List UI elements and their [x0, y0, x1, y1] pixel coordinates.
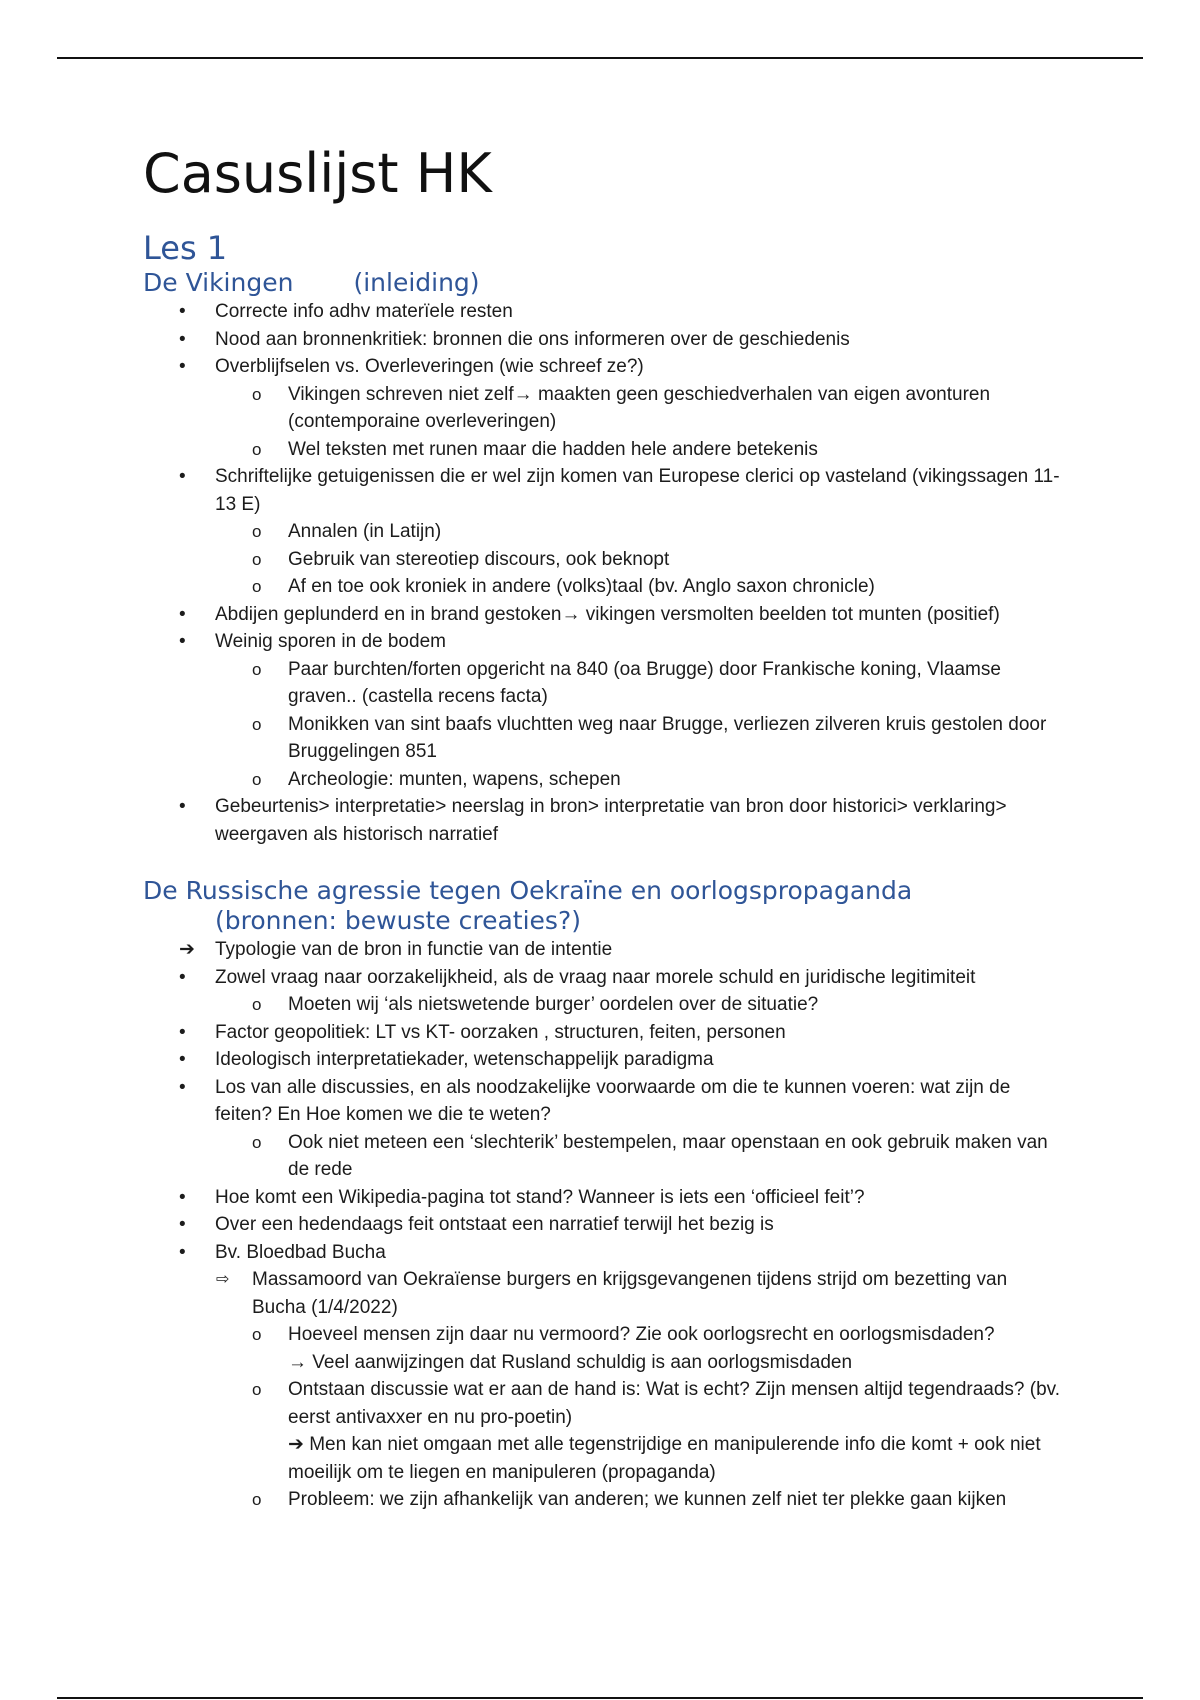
section-heading-oekraine — [143, 876, 1063, 936]
list-marker: • — [179, 1021, 186, 1043]
list-item — [143, 1046, 1063, 1074]
list-item-text: Vikingen schreven niet zelf→ maakten geen geschiedverhalen van eigen avonturen (contemporaine overleveringen) — [288, 383, 991, 432]
list-item — [143, 1376, 1063, 1486]
list-item-text: Factor geopolitiek: LT vs KT- oorzaken , structuren, feiten, personen — [215, 1021, 786, 1043]
list-marker: • — [179, 796, 186, 817]
list-marker: • — [179, 301, 186, 322]
list-item — [143, 518, 1063, 546]
list-marker: • — [179, 603, 186, 625]
document-title: Casuslijst HK — [143, 142, 492, 205]
list-marker: ➔ — [179, 939, 195, 960]
list-marker: • — [179, 631, 186, 652]
list-marker: ⇨ — [216, 1271, 230, 1288]
list-item-text: Schriftelijke getuigenissen die er wel zijn komen van Europese clerici op vasteland (vikingssagen 11-13 E) — [215, 466, 1060, 515]
section-subheading: (inleiding) — [353, 268, 480, 297]
list-item-text: Moeten wij ‘als nietswetende burger’ oordelen over de situatie? — [288, 994, 819, 1015]
list-marker: • — [179, 1076, 186, 1098]
list-item-text: Archeologie: munten, wapens, schepen — [288, 768, 621, 790]
list-item-text: Wel teksten met runen maar die hadden hele andere betekenis — [288, 438, 818, 460]
list-marker: o — [252, 1132, 262, 1152]
list-item-text: Over een hedendaags feit ontstaat een narratief terwijl het bezig is — [215, 1214, 774, 1235]
list-item-text: Overblijfselen vs. Overleveringen (wie schreef ze?) — [215, 356, 644, 377]
list-item-text: Gebeurtenis> interpretatie> neerslag in bron> interpretatie van bron door historici> verklaring> weergaven als historisch narratief — [215, 796, 1007, 845]
list-item-text: Annalen (in Latijn) — [288, 521, 442, 542]
list-item — [143, 436, 1063, 464]
list-marker: • — [179, 466, 186, 487]
list-item — [143, 1239, 1063, 1267]
list-item — [143, 1266, 1063, 1321]
section-heading-text: De Vikingen — [143, 268, 294, 297]
list-item-text: Nood aan bronnenkritiek: bronnen die ons informeren over de geschiedenis — [215, 328, 850, 350]
list-item-text: Massamoord van Oekraïense burgers en krijgsgevangenen tijdens strijd om bezetting van Bucha (1/4/2022) — [252, 1269, 1008, 1318]
list-marker: o — [252, 577, 262, 596]
list-marker: o — [252, 522, 262, 541]
list-item-text: Ontstaan discussie wat er aan de hand is: Wat is echt? Zijn mensen altijd tegendraads? (bv. eerst antivaxxer en nu pro-poetin) — [288, 1379, 1061, 1428]
list-marker: o — [252, 995, 262, 1014]
list-item-text: Gebruik van stereotiep discours, ook beknopt — [288, 548, 670, 570]
list-item — [143, 1129, 1063, 1184]
list-item-text: Paar burchten/forten opgericht na 840 (oa Brugge) door Frankische koning, Vlaamse graven.. (castella recens facta) — [288, 658, 1001, 707]
list-item — [143, 381, 1063, 436]
list-marker: o — [252, 714, 262, 734]
list-marker: • — [179, 966, 186, 988]
list-item-text: Abdijen geplunderd en in brand gestoken→ vikingen versmolten beelden tot munten (positief) — [215, 603, 1000, 625]
list-marker: o — [252, 439, 262, 459]
list-item — [143, 353, 1063, 381]
list-marker: o — [252, 1325, 262, 1344]
list-item-text: Bv. Bloedbad Bucha — [215, 1241, 386, 1263]
list-item — [143, 964, 1063, 992]
list-item — [143, 326, 1063, 354]
list-marker: • — [179, 1186, 186, 1208]
bullet-list-oekraine — [143, 936, 1063, 1514]
list-item-text: Typologie van de bron in functie van de intentie — [215, 939, 613, 960]
list-item — [143, 1074, 1063, 1129]
list-marker: o — [252, 659, 262, 679]
list-item-text: Monikken van sint baafs vluchtten weg naar Brugge, verliezen zilveren kruis gestolen door Bruggelingen 851 — [288, 713, 1047, 762]
footer-rule — [57, 1697, 1143, 1699]
list-item-continuation: → Veel aanwijzingen dat Rusland schuldig is aan oorlogsmisdaden — [288, 1351, 853, 1373]
list-item-text: Zowel vraag naar oorzakelijkheid, als de vraag naar morele schuld en juridische legitimiteit — [215, 966, 976, 988]
list-item — [143, 1184, 1063, 1212]
list-marker: • — [179, 356, 186, 377]
list-item — [143, 1211, 1063, 1239]
list-item-text: Los van alle discussies, en als noodzakelijke voorwaarde om die te kunnen voeren: wat zijn de feiten? En Hoe komen we die te weten? — [215, 1076, 1011, 1125]
list-item — [143, 936, 1063, 964]
list-marker: o — [252, 769, 262, 789]
list-item-text: Ideologisch interpretatiekader, wetenschappelijk paradigma — [215, 1049, 714, 1070]
list-item — [143, 546, 1063, 574]
list-item-text: Ook niet meteen een ‘slechterik’ bestempelen, maar openstaan en ook gebruik maken van de rede — [288, 1131, 1048, 1180]
list-marker: • — [179, 1241, 186, 1263]
section-heading-line1: De Russische agressie tegen Oekraïne en oorlogspropaganda — [143, 876, 913, 905]
list-marker: • — [179, 328, 186, 350]
list-marker: • — [179, 1214, 186, 1235]
list-item — [143, 1321, 1063, 1376]
list-item-text: Af en toe ook kroniek in andere (volks)taal (bv. Anglo saxon chronicle) — [288, 576, 875, 597]
list-item — [143, 766, 1063, 794]
list-marker: o — [252, 549, 262, 569]
list-item — [143, 991, 1063, 1019]
list-item — [143, 793, 1063, 848]
list-item-text: Hoeveel mensen zijn daar nu vermoord? Zie ook oorlogsrecht en oorlogsmisdaden? — [288, 1324, 995, 1345]
list-item-continuation: ➔ Men kan niet omgaan met alle tegenstrijdige en manipulerende info die komt + ook niet moeilijk om te liegen en manipuleren (propaganda) — [288, 1434, 1041, 1483]
list-item-text: Hoe komt een Wikipedia-pagina tot stand? Wanneer is iets een ‘officieel feit’? — [215, 1186, 865, 1208]
list-item — [143, 711, 1063, 766]
list-item — [143, 463, 1063, 518]
lesson-heading: Les 1 — [143, 229, 228, 267]
list-item — [143, 601, 1063, 629]
list-item — [143, 1486, 1063, 1514]
header-rule — [57, 57, 1143, 59]
list-item — [143, 298, 1063, 326]
list-item — [143, 1019, 1063, 1047]
list-marker: • — [179, 1049, 186, 1070]
section-heading-vikingen — [143, 268, 1063, 298]
bullet-list-vikingen — [143, 298, 1063, 848]
list-item — [143, 656, 1063, 711]
list-item — [143, 628, 1063, 656]
document-page — [143, 140, 1063, 1514]
list-marker: o — [252, 1380, 262, 1399]
list-item-text: Weinig sporen in de bodem — [215, 631, 446, 652]
list-item — [143, 573, 1063, 601]
list-marker: o — [252, 1490, 262, 1509]
section-heading-line2: (bronnen: bewuste creaties?) — [215, 906, 581, 935]
list-item-text: Probleem: we zijn afhankelijk van anderen; we kunnen zelf niet ter plekke gaan kijken — [288, 1489, 1007, 1510]
list-marker: o — [252, 384, 262, 404]
list-item-text: Correcte info adhv materïele resten — [215, 301, 513, 322]
